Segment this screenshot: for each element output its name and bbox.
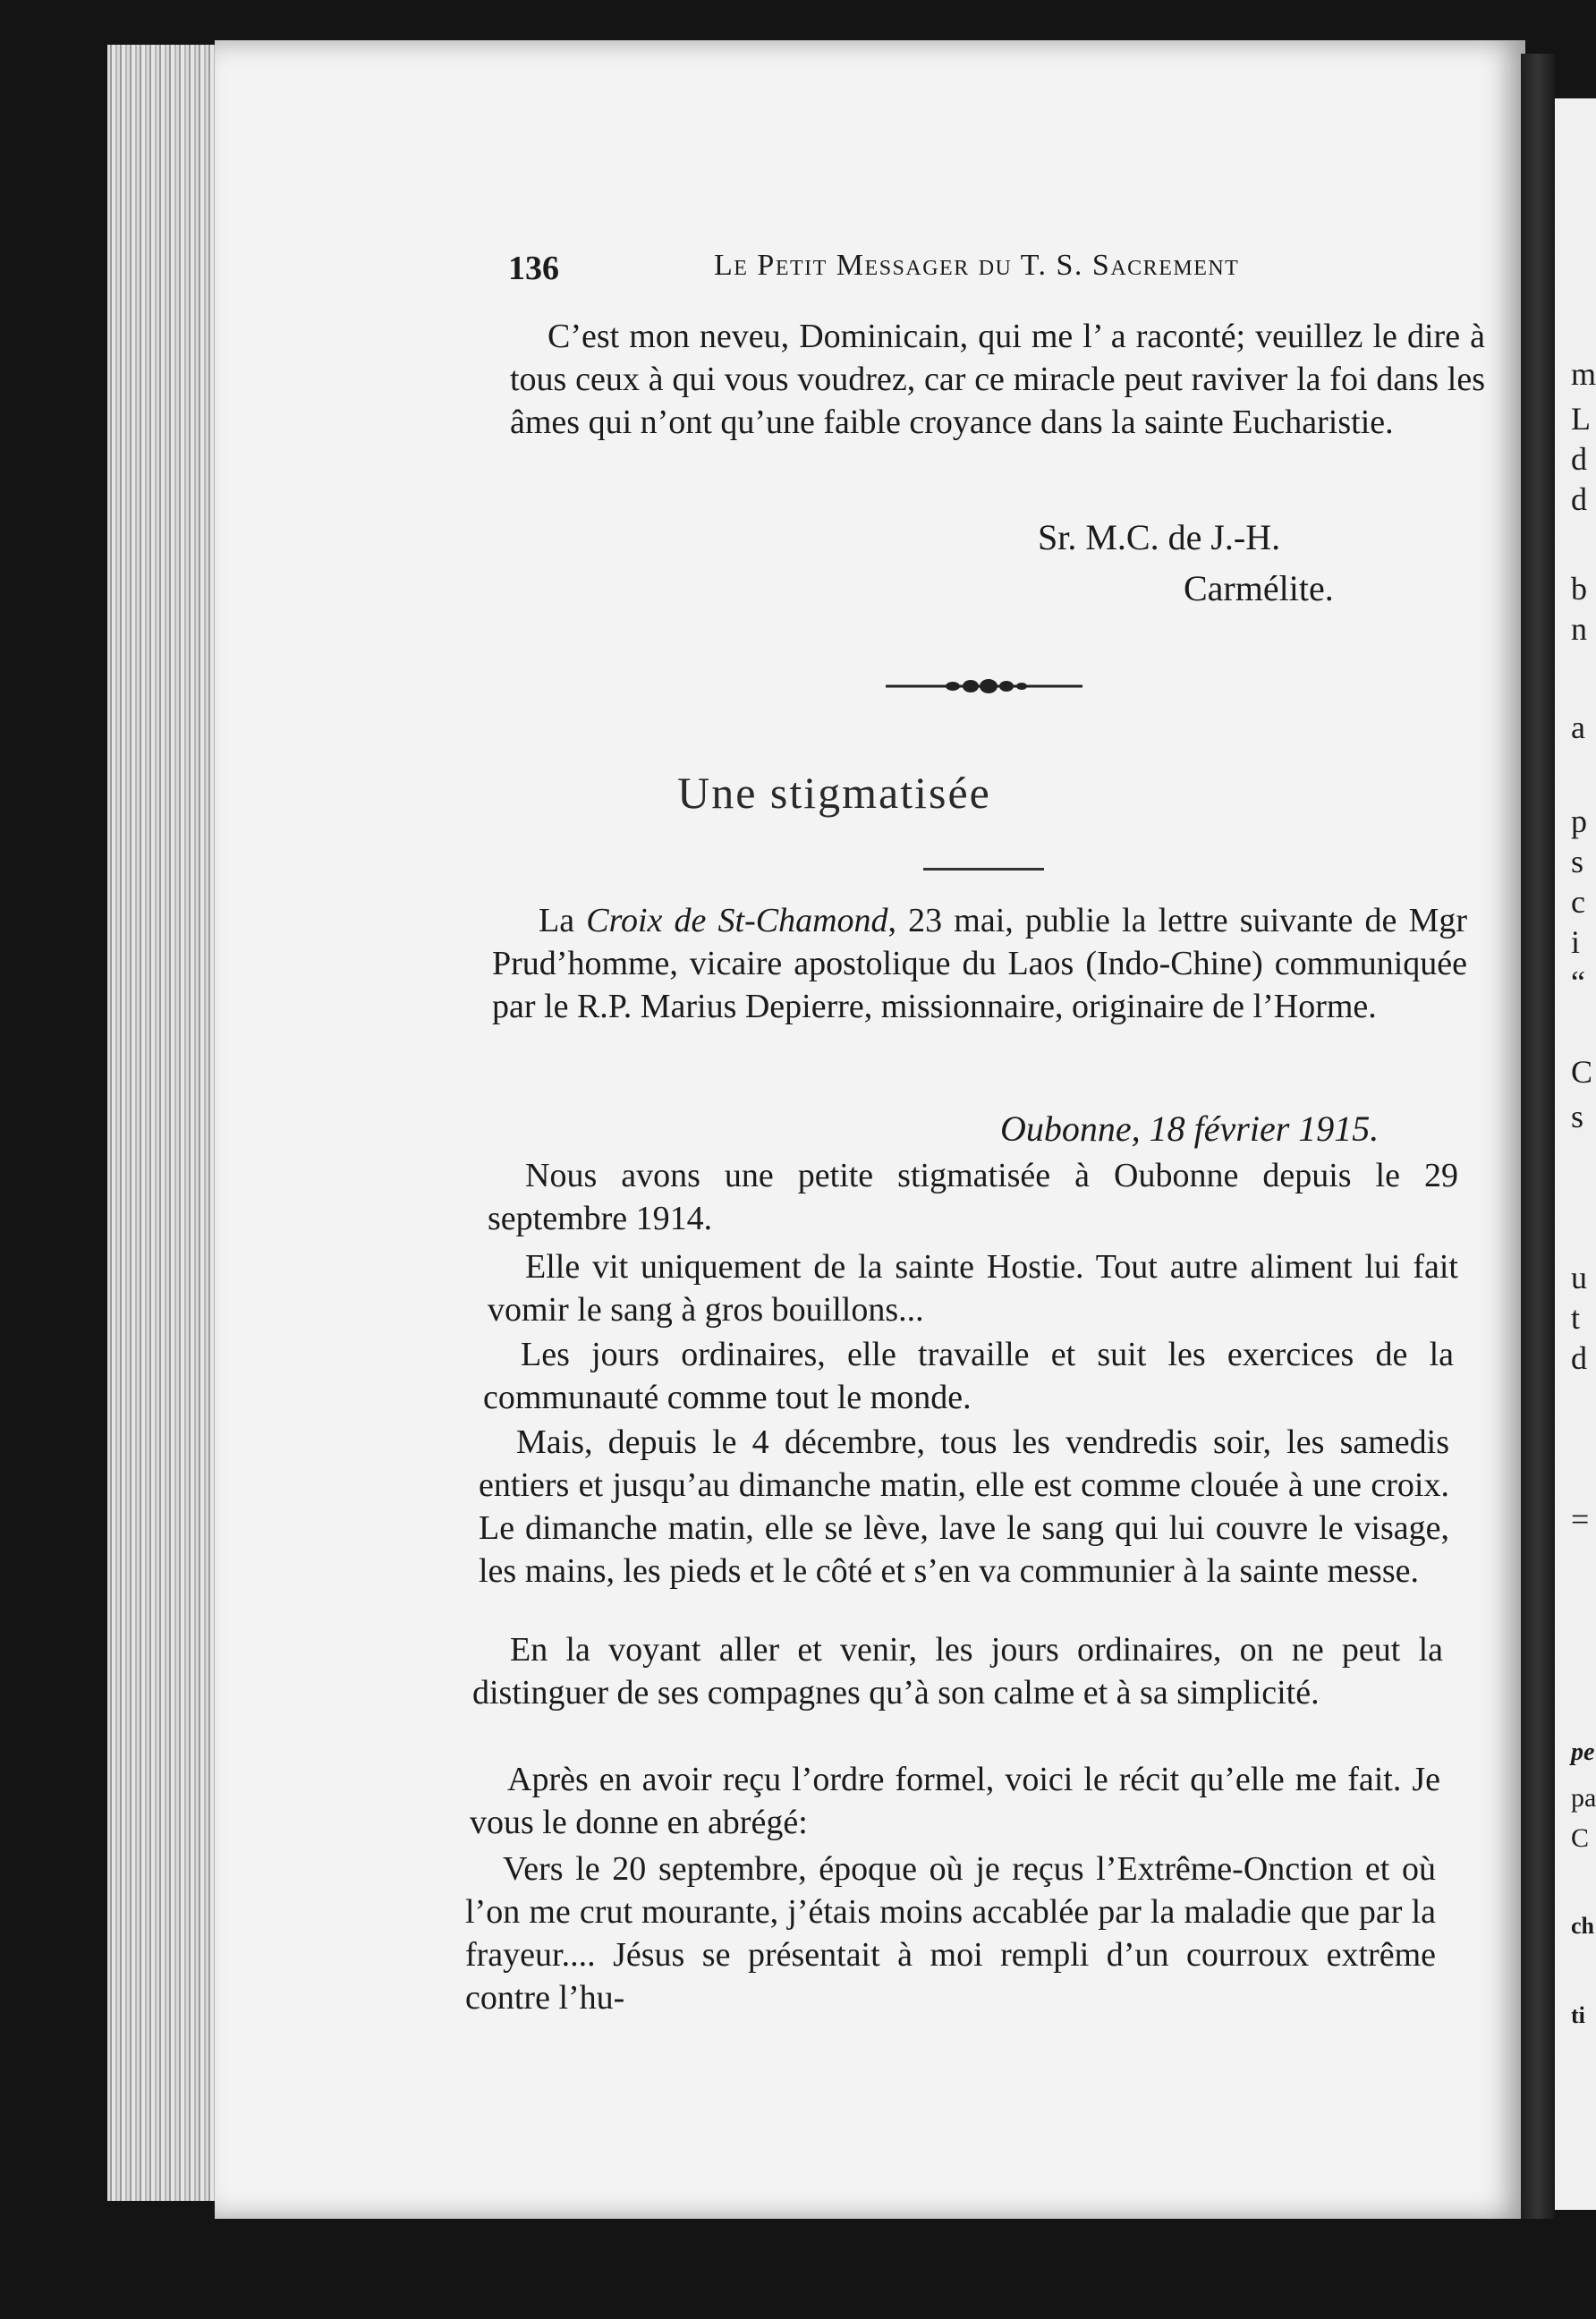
- book-gutter: [1521, 54, 1555, 2219]
- intro-prefix: La: [539, 902, 587, 939]
- facing-fragment: d: [1571, 1340, 1587, 1376]
- article-intro: [492, 899, 1467, 1028]
- facing-fragment: ch: [1571, 1913, 1594, 1939]
- facing-fragment: s: [1571, 1099, 1584, 1134]
- signature-role: Carmélite.: [1184, 568, 1334, 608]
- facing-fragment: p: [1571, 803, 1587, 839]
- facing-page: [1555, 98, 1596, 2210]
- article-title: Une stigmatisée: [677, 768, 991, 818]
- facing-fragment: “: [1571, 964, 1585, 1000]
- facing-fragment: ti: [1571, 2002, 1585, 2028]
- dateline: Oubonne, 18 février 1915.: [1000, 1109, 1380, 1149]
- title-rule: [923, 868, 1044, 871]
- body-paragraph-4: Mais, depuis le 4 décembre, tous les vendredis soir, les samedis entiers et jusqu’au dimanche matin, elle est comme clouée à une croix. Le dimanche matin, elle se lève, lave le sang qui lui couvre le visage, les mains, les pieds et le côté et s’en va communier à la sainte messe.: [479, 1423, 1449, 1590]
- facing-fragment: t: [1571, 1300, 1581, 1336]
- ornament-divider: [886, 675, 1082, 697]
- facing-fragment: d: [1571, 481, 1587, 517]
- facing-fragment: c: [1571, 884, 1585, 920]
- intro-rest: , 23 mai, publie la lettre suivante de Mgr Prud’homme, vicaire apostolique du Laos (Indo-Chine) communiquée par le R.P. Marius Depierre, missionnaire, originaire de l’Horme.: [492, 902, 1468, 1025]
- body-paragraph-5: En la voyant aller et venir, les jours ordinaires, on ne peut la distinguer de ses compagnes qu’à son calme et à sa simplicité.: [472, 1631, 1443, 1712]
- facing-fragment: =: [1571, 1501, 1590, 1537]
- running-header-text: [508, 249, 1537, 293]
- running-title-text: Le Petit Messager du T. S. Sacrement: [714, 249, 1240, 282]
- facing-fragment: i: [1571, 924, 1581, 960]
- facing-fragment: u: [1571, 1260, 1587, 1295]
- facing-fragment: n: [1571, 611, 1587, 647]
- facing-fragment: m: [1571, 356, 1596, 392]
- body-paragraph-6: Après en avoir reçu l’ordre formel, voici le récit qu’elle me fait. Je vous le donne en abrégé:: [470, 1761, 1440, 1841]
- body-paragraph-2: Elle vit uniquement de la sainte Hostie. Tout autre aliment lui fait vomir le sang à gros bouillons...: [488, 1248, 1458, 1329]
- facing-fragment: pe: [1571, 1738, 1595, 1766]
- facing-fragment: b: [1571, 571, 1587, 607]
- opening-paragraph: C’est mon neveu, Dominicain, qui me l’ a raconté; veuillez le dire à tous ceux à qui vous voudrez, car ce miracle peut raviver la foi dans les âmes qui n’ont qu’une faible croyance dans la sainte Eucharistie.: [510, 318, 1485, 441]
- facing-fragment: a: [1571, 709, 1585, 745]
- facing-fragment: s: [1571, 844, 1584, 879]
- facing-fragment: C: [1571, 1054, 1593, 1090]
- body-paragraph-3: Les jours ordinaires, elle travaille et suit les exercices de la communauté comme tout le monde.: [483, 1336, 1454, 1416]
- signature-name: Sr. M.C. de J.-H.: [1038, 517, 1281, 557]
- facing-fragment: C: [1571, 1823, 1590, 1853]
- intro-newspaper-name: Croix de St-Chamond: [586, 902, 888, 939]
- facing-fragment: d: [1571, 441, 1587, 477]
- facing-fragment: pa: [1571, 1783, 1596, 1813]
- body-paragraph-7: Vers le 20 septembre, époque où je reçus l’Extrême-Onction et où l’on me crut mourante, j’étais moins accablée par la maladie que par la frayeur.... Jésus se présentait à moi rempli d’un courroux extrême contre l’hu-: [465, 1850, 1436, 2017]
- page-number-text: 136: [508, 250, 559, 287]
- facing-fragment: L: [1571, 401, 1591, 437]
- body-paragraph-1: Nous avons une petite stigmatisée à Oubonne depuis le 29 septembre 1914.: [488, 1157, 1458, 1237]
